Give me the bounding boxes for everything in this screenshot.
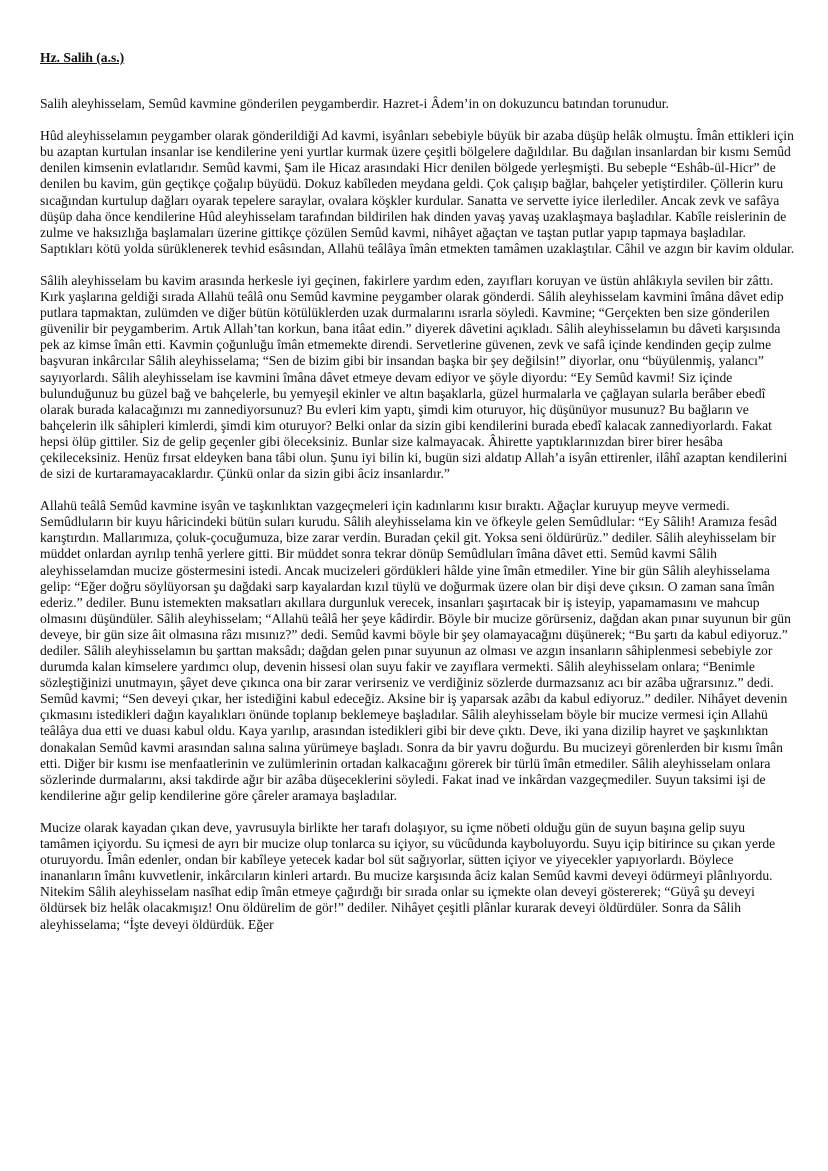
camel-water-paragraph: Mucize olarak kayadan çıkan deve, yavrusuyla birlikte her tarafı dolaşıyor, su içme nöbeti olduğu gün de suyun başına gelip suyu tamâmen içiyordu. Su içmesi de ayrı bir mucize olup tonlarca su içiyor, su vücûdunda kayboluyordu. Suyu içip bitirince su çıkan yerde oturuyordu. Îmân edenler, ondan bir kabîleye yetecek kadar bol süt sağıyorlar, sütten içiyor ve yiyecekler yapıyorlardı. Böylece inananların îmânı kuvvetlenir, inkârcıların kinleri artardı. Bu mucize karşısında âciz kalan Semûd kavmi deveyi ödürmeyi plânlıyordu. Nitekim Sâlih aleyhisselam nasîhat edip îmân etmeye çağırdığı bir sırada onlar su içmekte olan deveyi göstererek; “Güyâ şu deveyi öldürsek biz helâk olacakmışız! Onu öldürelim de gör!” dediler. Nihâyet çeşitli plânlar kurarak deveyi öldürdüler. Sonra da Sâlih aleyhisselama; “İşte deveyi öldürdük. Eğer: [40, 819, 776, 932]
document-title: Hz. Salih (a.s.): [40, 50, 125, 65]
salih-invitation-paragraph: Sâlih aleyhisselam bu kavim arasında herkesle iyi geçinen, fakirlere yardım eden, zayıfları koruyan ve üstün ahlâkıyla sevilen bir zâttı. Kırk yaşlarına geldiği sırada Allahü teâlâ onu Semûd kavmine peygamber olarak gönderdi. Sâlih aleyhisselam kavmini îmâna dâvet edip putlara tapmaktan, zulümden ve diğer bütün kötülüklerden uzak durmalarını ısrarla söyledi. Kavmine; “Gerçekten ben size gönderilen güvenilir bir peygamberim. Artık Allah’tan korkun, bana itâat edin.” diyerek dâvetini açıkladı. Sâlih aleyhisselamın bu dâveti karşısında pek az kimse îmân etti. Kavmin çoğunluğu îmân etmemekte direndi. Servetlerine güvenen, zevk ve safâ içinde kendinden geçip zulme başvuran inkârcılar Sâlih aleyhisselama; “Sen de bizim gibi bir insandan başka bir şey değilsin!” diyorlar, onu “büyülenmiş, yalancı” sayıyorlardı. Sâlih aleyhisselam ise kavmini îmâna dâvet etmeye devam ediyor ve şöyle diyordu: “Ey Semûd kavmi! Siz içinde bulunduğunuz bu güzel bağ ve bahçelerle, bu yemyeşil ekinler ve altın başaklarla, güzel hurmalarla ve çağlayan sularla berâber ebedî olarak burada kalacağınızı mı zannediyorsunuz? Bu evleri kim yaptı, şimdi kim oturuyor, hiç düşünüyor musunuz? Bu bağların ve bahçelerin ilk sâhipleri kimlerdi, şimdi kim oturuyor? Belki onlar da sizin gibi kendilerini burada ebedî kalacak zannediyorlardı. Fakat hepsi ölüp gittiler. Siz de gelip geçenler gibi öleceksiniz. Bunlar size kalmayacak. Âhirette yaptıklarınızdan birer birer hesâba çekileceksiniz. Henüz fırsat eldeyken bana tâbi olun. Şunu iyi bilin ki, bugün sizi aldatıp Allah’a isyân ettirenler, ilâhî azaptan kendilerini de sizi de kurtaramayacaklardır. Çünkü onlar da sizin gibi âciz insanlardır.”: [40, 272, 788, 482]
document-page: [40, 50, 796, 949]
intro-paragraph: Salih aleyhisselam, Semûd kavmine gönderilen peygamberdir. Hazret-i Âdem’in on dokuzuncu batından torunudur.: [40, 96, 669, 112]
semud-history-paragraph: Hûd aleyhisselamın peygamber olarak gönderildiği Ad kavmi, isyânları sebebiyle büyük bir azaba düşüp helâk olmuştu. Îmân ettikleri için bu azaptan kurtulan insanlar ise kendilerine yeni yurtlar kurmak üzere çeşitli bölgelere dağıldılar. Bu dağılan insanlardan bir kısmı Semûd denilen kimsenin evlatlarıdır. Semûd kavmi, Şam ile Hicaz arasındaki Hicr denilen bölgede yerleşmişti. Bu sebeple “Eshâb-ül-Hicr” de denilen bu kavim, gün geçtikçe çoğalıp büyüdü. Dokuz kabîleden meydana geldi. Çok çalışıp bağlar, bahçeler yetiştirdiler. Çöllerin kuru sıcağından kurtulup dağları oyarak tepelere saraylar, ovalara köşkler kurdular. Sanatta ve servette iyice ilerlediler. Ancak zevk ve safâya düşüp daha önce kendilerine Hûd aleyhisselam tarafından bildirilen hak dinden yavaş yavaş uzaklaşmaya başladılar. Kabîle reislerinin de zulme ve haksızlığa başlamaları üzerine gittikçe çözülen Semûd kavmi, nihâyet ağaçtan ve taştan putlar yapıp tapmaya başladılar. Saptıkları kötü yolda sürüklenerek tevhid esâsından, Allahü teâlâya îmân etmekten tamâmen uzaklaştılar. Câhil ve azgın bir kavim oldular.: [40, 128, 795, 256]
miracle-camel-paragraph: Allahü teâlâ Semûd kavmine isyân ve taşkınlıktan vazgeçmeleri için kadınlarını kısır bıraktı. Ağaçlar kuruyup meyve vermedi. Semûdluların bir kuyu hâricindeki bütün suları kurudu. Sâlih aleyhisselama kin ve öfkeyle gelen Semûdlular: “Ey Sâlih! Aramıza fesâd karıştırdın. Mallarımıza, çoluk-çocuğumuza, bize zarar verdin. Buradan çekil git. Yoksa seni öldürürüz.” dediler. Sâlih aleyhisselam bir müddet onlardan ayrılıp tenhâ yerlere gitti. Bir müddet sonra tekrar dönüp Semûdluları îmâna dâvet etti. Semûd kavmi Sâlih aleyhisselamdan mucize göstermesini istedi. Ancak mucizeleri gördükleri hâlde yine îmân etmediler. Yine bir gün Sâlih aleyhisselama gelip: “Eğer doğru söylüyorsan şu dağdaki sarp kayalardan kızıl tüylü ve doğurmak üzere olan bir dişi deve çıksın. O zaman sana îmân ederiz.” dediler. Bunu istemekten maksatları akıllara durgunluk verecek, insanları şaşırtacak bir iş isteyip, yapamamasını ve mahcup olmasını düşündüler. Sâlih aleyhisselam; “Allahü teâlâ her şeye kâdirdir. Böyle bir mucize görürseniz, dağdan akan pınar suyunun bir gün deveye, bir gün size âit olmasına râzı mısınız?” dedi. Semûd kavmi böyle bir şey olamayacağını düşünerek; “Bu şartı da kabul ediyoruz.” dediler. Sâlih aleyhisselamın bu şarttan maksâdı; dağdan gelen pınar suyunun az olması ve azgın insanların sâhiplenmesi sebebiyle zor durumda kalan kimselere yardımcı olup, devenin hissesi olan suyu fakir ve zayıflara vermekti. Sâlih aleyhisselam onlara; “Benimle sözleştiğinizi unutmayın, şâyet deve çıkınca ona bir zarar verirseniz ve verdiğiniz sözlerde durmazsanız acı bir azâba uğrarsınız.” dedi. Semûd kavmi; “Sen deveyi çıkar, her istediğini kabul edeceğiz. Aksine bir iş yaparsak azâbı da kabul ediyoruz.” dediler. Nihâyet devenin çıkmasını istedikleri dağın kayalıkları önünde toplanıp beklemeye başladılar. Sâlih aleyhisselam böyle bir mucize vermesi için Allahü teâlâya dua etti ve duası kabul oldu. Kaya yarılıp, arasından istedikleri gibi bir deve çıktı. Deve, iki yana dizilip hayret ve şaşkınlıktan donakalan Semûd kavmi arasından salına salına yürümeye başladı. Sonra da bir yavru doğurdu. Bu mucizeyi görenlerden bir kısmı îmân etti. Diğer bir kısmı ise menfaatlerinin ve zulümlerinin ortadan kalkacağını görerek bir türlü îmân etmediler. Sâlih aleyhisselam onlara sözlerinde durmalarını, aksi takdirde ağır bir azâba düşeceklerini söyledi. Fakat inad ve inkârdan vazgeçmediler. Suyun taksimi işi de kendilerine ağır gelip kendilerine göre çâreler aramaya başladılar.: [40, 498, 791, 803]
